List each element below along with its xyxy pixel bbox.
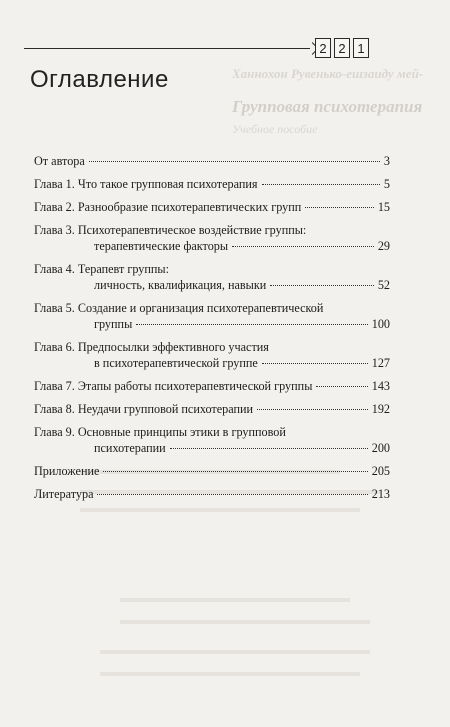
toc-chapter-title-continued: терапевтические факторы: [94, 239, 229, 253]
toc-entry: [34, 401, 390, 417]
toc-chapter-label: Глава 4.: [34, 262, 75, 276]
header-rule: [24, 48, 310, 49]
toc-chapter-title-continued: в психотерапевтической группе: [94, 356, 258, 370]
bleed-through-block: [120, 620, 370, 624]
toc-page-number: 29: [377, 239, 390, 253]
toc-entry: [34, 463, 390, 479]
toc-entry-label: От автора: [34, 154, 85, 168]
dot-leader: [262, 363, 368, 364]
toc-chapter-label: Глава 1.: [34, 177, 75, 191]
page-number-digit: 2: [315, 38, 331, 58]
toc-entry: [34, 378, 390, 394]
dot-leader: [103, 471, 367, 472]
toc-entry: [34, 153, 390, 169]
dot-leader: [232, 246, 374, 247]
toc-entry: [34, 300, 390, 332]
toc-page-number: 205: [371, 464, 390, 478]
toc-chapter-title: Терапевт группы:: [77, 262, 169, 276]
dot-leader: [170, 448, 368, 449]
bleed-through-subtitle: Учебное пособие: [232, 122, 318, 136]
dot-leader: [262, 184, 380, 185]
toc-chapter-title: Этапы работы психотерапевтической группы: [77, 379, 313, 393]
dot-leader: [89, 161, 380, 162]
toc-chapter-title: Предпосылки эффективного участия: [77, 340, 269, 354]
toc-chapter-label: Глава 3.: [34, 223, 75, 237]
toc-chapter-label: Глава 2.: [34, 200, 75, 214]
toc-chapter-title: Неудачи групповой психотерапии: [77, 402, 254, 416]
toc-chapter-label: Глава 9.: [34, 425, 75, 439]
dot-leader: [305, 207, 374, 208]
toc-page-number: 192: [371, 402, 390, 416]
dot-leader: [316, 386, 367, 387]
toc-page-number: 100: [371, 317, 390, 331]
toc-entry: [34, 176, 390, 192]
toc-chapter-label: Глава 7.: [34, 379, 75, 393]
bleed-through-title: Групповая психотерапия: [232, 97, 423, 116]
toc-chapter-title-continued: личность, квалификация, навыки: [94, 278, 267, 292]
dot-leader: [136, 324, 367, 325]
toc-entry: [34, 339, 390, 371]
toc-page-number: 15: [377, 200, 390, 214]
toc-chapter-title-continued: психотерапии: [94, 441, 166, 455]
page-title: Оглавление: [30, 66, 169, 93]
table-of-contents: [34, 153, 390, 509]
toc-page-number: 3: [383, 154, 390, 168]
toc-chapter-label: Глава 6.: [34, 340, 75, 354]
toc-page-number: 5: [383, 177, 390, 191]
toc-chapter-title: Психотерапевтическое воздействие группы:: [77, 223, 307, 237]
page-number-digit: 1: [353, 38, 369, 58]
toc-page-number: 143: [371, 379, 390, 393]
toc-page-number: 127: [371, 356, 390, 370]
toc-chapter-title: Разнообразие психотерапевтических групп: [77, 200, 302, 214]
toc-page-number: 52: [377, 278, 390, 292]
page-number-digit: 2: [334, 38, 350, 58]
dot-leader: [270, 285, 374, 286]
toc-entry-label: Литература: [34, 487, 94, 501]
bleed-through-line: Ханнохон Рувенько-ешзаиду мей-: [232, 66, 424, 81]
toc-entry: [34, 486, 390, 502]
toc-chapter-title: Создание и организация психотерапевтической: [77, 301, 324, 315]
toc-chapter-label: Глава 5.: [34, 301, 75, 315]
dot-leader: [257, 409, 368, 410]
dot-leader: [97, 494, 367, 495]
page-number: [315, 38, 369, 58]
toc-chapter-title-continued: группы: [94, 317, 133, 331]
toc-page-number: 200: [371, 441, 390, 455]
toc-entry-label: Приложение: [34, 464, 100, 478]
toc-entry: [34, 199, 390, 215]
toc-chapter-label: Глава 8.: [34, 402, 75, 416]
toc-entry: [34, 261, 390, 293]
toc-page-number: 213: [371, 487, 390, 501]
toc-chapter-title: Основные принципы этики в групповой: [77, 425, 286, 439]
toc-chapter-title: Что такое групповая психотерапия: [77, 177, 258, 191]
bleed-through-block: [100, 672, 360, 676]
bleed-through-block: [100, 650, 370, 654]
toc-entry: [34, 222, 390, 254]
bleed-through-block: [120, 598, 350, 602]
toc-entry: [34, 424, 390, 456]
